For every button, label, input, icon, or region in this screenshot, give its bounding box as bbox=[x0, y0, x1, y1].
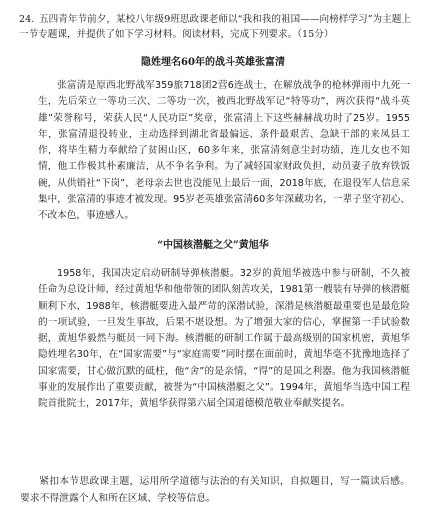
article1-body bbox=[38, 78, 410, 225]
question-header bbox=[19, 12, 411, 42]
article2-title: “中国核潜艇之父”黄旭华 bbox=[157, 240, 269, 251]
article2-body bbox=[38, 266, 410, 413]
article1-text: 张富清是原西北野战军359旅718团2营6连战士，在解放战争的枪林弹雨中九死一生，先后荣立一等功三次、二等功一次，被西北野战军记“特等功”，两次获得“战斗英雄”荣誉称号，荣获人民“人民功臣”奖章，张富清上下这些赫赫战功时了25岁。1955年，张富清退役转业，主动选择到湖北省最偏远、条件最艰苦、急缺干部的来凤县工作，将毕生精力奉献给了贫困山区，60多年来，张富清刻意尘封功绩，连儿女也不知情，他工作极其朴素廉洁，从不争名争利。为了减轻国家财政负担，动员妻子放弃铁饭碗，从供销社“下岗”，老母亲去世也没能见上最后一面，2018年底，在退役军人信息采集中，张富清的事迹才被发现。95岁老英雄张富清60多年深藏功名，一辈子坚守初心、不改本色，事迹感人。 bbox=[38, 80, 410, 222]
question-prompt: 五四青年节前夕，某校八年级9班思政课老师以“我和我的祖国——向榜样学习”为主题上一节专题课，并提供了如下学习材料。阅读材料，完成下列要求。（15分） bbox=[19, 14, 411, 40]
article2-text: 1958年，我国决定启动研制导弹核潜艇。32岁的黄旭华被选中参与研制，不久被任命为总设计师，经过黄旭华和他带领的团队刻苦攻关，1981第一艘装有导弹的核潜艇顺利下水，1988年，核潜艇要进入最严苛的深潜试验，深潜是核潜艇最重要也是最危险的一项试验，一旦发生事故，后果不堪设想。为了增强大家的信心，掌握第一手试验数据，黄旭华毅然与艇员一同下海。核潜艇的研制工作属于最高级别的国家机密，黄旭华隐姓埋名30年，在“国家需要”与“家庭需要”同时摆在面前时，黄旭华毫不犹豫地选择了国家需要，甘心做沉默的砥柱，他“舍”的是亲情，“得”的是国之利器。他为我国核潜艇事业的发展作出了重要贡献，被誉为“中国核潜艇之父”。1994年，黄旭华当选中国工程院首批院士，2017年，黄旭华获得第六届全国道德模范敬业奉献奖提名。 bbox=[38, 268, 410, 410]
writing-task bbox=[20, 474, 410, 507]
question-number: 24. bbox=[19, 14, 35, 25]
writing-task-text: 紧扣本节思政课主题，运用所学道德与法治的有关知识，自拟题目，写一篇读后感。要求不得泄露个人和所在区域、学校等信息。 bbox=[20, 476, 410, 504]
article1-title: 隐姓埋名60年的战斗英雄张富清 bbox=[141, 57, 285, 68]
